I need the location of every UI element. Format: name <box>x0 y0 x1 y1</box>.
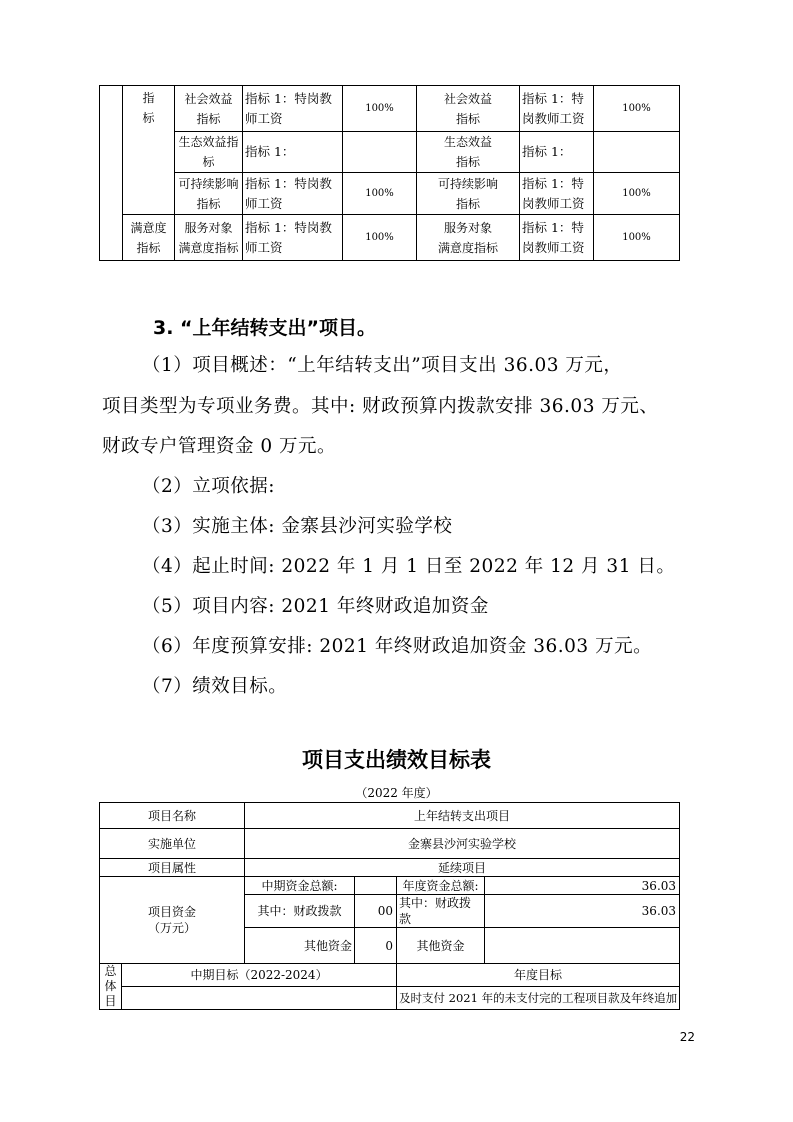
paragraph-overview-line1: （1）项目概述：“上年结转支出”项目支出 36.03 万元， <box>142 355 623 376</box>
mid-fiscal-label: 其中：财政拨款 <box>245 895 355 928</box>
table-row <box>100 829 680 859</box>
year-total-value: 36.03 <box>485 877 680 895</box>
section-heading: 3. “上年结转支出”项目。 <box>153 317 377 339</box>
category-cell: 满意度 指标 <box>123 215 175 261</box>
subcategory-cell: 服务对象 满意度指标 <box>417 215 520 261</box>
value-cell: 100% <box>594 86 680 132</box>
unit-value: 金寨县沙河实验学校 <box>245 829 680 859</box>
year-fiscal-label: 其中：财政拨款 <box>397 895 485 928</box>
indicator-cell: 指标 1：特岗教师工资 <box>520 215 594 261</box>
table-row <box>100 215 680 261</box>
mid-total-label: 中期资金总额: <box>245 877 355 895</box>
indicator-cell: 指标 1：特岗教师工资 <box>243 86 343 132</box>
project-name-label: 项目名称 <box>100 803 245 829</box>
value-cell <box>594 132 680 173</box>
table-year: （2022 年度） <box>355 786 438 800</box>
mid-fiscal-value: 00 <box>355 895 397 928</box>
mid-other-label: 其他资金 <box>245 928 355 964</box>
table-row <box>100 803 680 829</box>
paragraph-budget: （6）年度预算安排: 2021 年终财政追加资金 36.03 万元。 <box>142 636 653 657</box>
paragraph-period: （4）起止时间: 2022 年 1 月 1 日至 2022 年 12 月 31 日。 <box>142 556 676 577</box>
paragraph-goals: （7）绩效目标。 <box>142 676 288 697</box>
performance-target-table <box>99 802 680 1010</box>
subcategory-cell: 服务对象 满意度指标 <box>175 215 243 261</box>
category-cell: 指 标 <box>123 86 175 215</box>
funds-label: 项目资金 （万元） <box>100 877 245 964</box>
paragraph-basis: （2）立项依据: <box>142 476 276 497</box>
indicator-cell: 指标 1：特岗教师工资 <box>243 215 343 261</box>
paragraph-implementer: （3）实施主体: 金寨县沙河实验学校 <box>142 516 453 537</box>
overall-goal-label: 总 体 目 <box>100 964 122 1010</box>
mid-goal-label: 中期目标（2022-2024） <box>122 964 397 987</box>
unit-label: 实施单位 <box>100 829 245 859</box>
year-goal-value: 及时支付 2021 年的未支付完的工程项目款及年终追加 <box>397 987 680 1010</box>
year-total-label: 年度资金总额: <box>397 877 485 895</box>
attribute-label: 项目属性 <box>100 859 245 877</box>
table-title: 项目支出绩效目标表 <box>302 748 491 772</box>
table-row <box>100 86 680 132</box>
mid-total-value <box>355 877 397 895</box>
subcategory-cell: 社会效益 指标 <box>175 86 243 132</box>
indicator-cell: 指标 1： <box>243 132 343 173</box>
blank-cell <box>100 86 123 261</box>
table-row <box>100 859 680 877</box>
paragraph-overview-line3: 财政专户管理资金 0 万元。 <box>102 436 337 457</box>
value-cell: 100% <box>343 86 417 132</box>
value-cell: 100% <box>594 215 680 261</box>
indicator-cell: 指标 1：特岗教师工资 <box>243 173 343 215</box>
table-row <box>100 173 680 215</box>
mid-other-value: 0 <box>355 928 397 964</box>
paragraph-overview-line2: 项目类型为专项业务费。其中: 财政预算内拨款安排 36.03 万元、 <box>102 396 659 417</box>
year-goal-label: 年度目标 <box>397 964 680 987</box>
subcategory-cell: 生态效益指 标 <box>175 132 243 173</box>
page-number: 22 <box>679 1030 695 1044</box>
year-fiscal-value: 36.03 <box>485 895 680 928</box>
year-other-value <box>485 928 680 964</box>
subcategory-cell: 可持续影响 指标 <box>417 173 520 215</box>
value-cell: 100% <box>343 173 417 215</box>
table-row <box>100 987 680 1010</box>
project-name-value: 上年结转支出项目 <box>245 803 680 829</box>
value-cell: 100% <box>343 215 417 261</box>
subcategory-cell: 生态效益 指标 <box>417 132 520 173</box>
indicator-cell: 指标 1： <box>520 132 594 173</box>
year-other-label: 其他资金 <box>397 928 485 964</box>
value-cell <box>343 132 417 173</box>
table-row <box>100 964 680 987</box>
indicator-cell: 指标 1：特岗教师工资 <box>520 86 594 132</box>
attribute-value: 延续项目 <box>245 859 680 877</box>
paragraph-content: （5）项目内容: 2021 年终财政追加资金 <box>142 596 489 617</box>
subcategory-cell: 社会效益 指标 <box>417 86 520 132</box>
indicator-cell: 指标 1：特岗教师工资 <box>520 173 594 215</box>
table-row <box>100 132 680 173</box>
subcategory-cell: 可持续影响 指标 <box>175 173 243 215</box>
mid-goal-value <box>122 987 397 1010</box>
value-cell: 100% <box>594 173 680 215</box>
table-row <box>100 877 680 895</box>
indicator-table-continued <box>99 85 680 261</box>
